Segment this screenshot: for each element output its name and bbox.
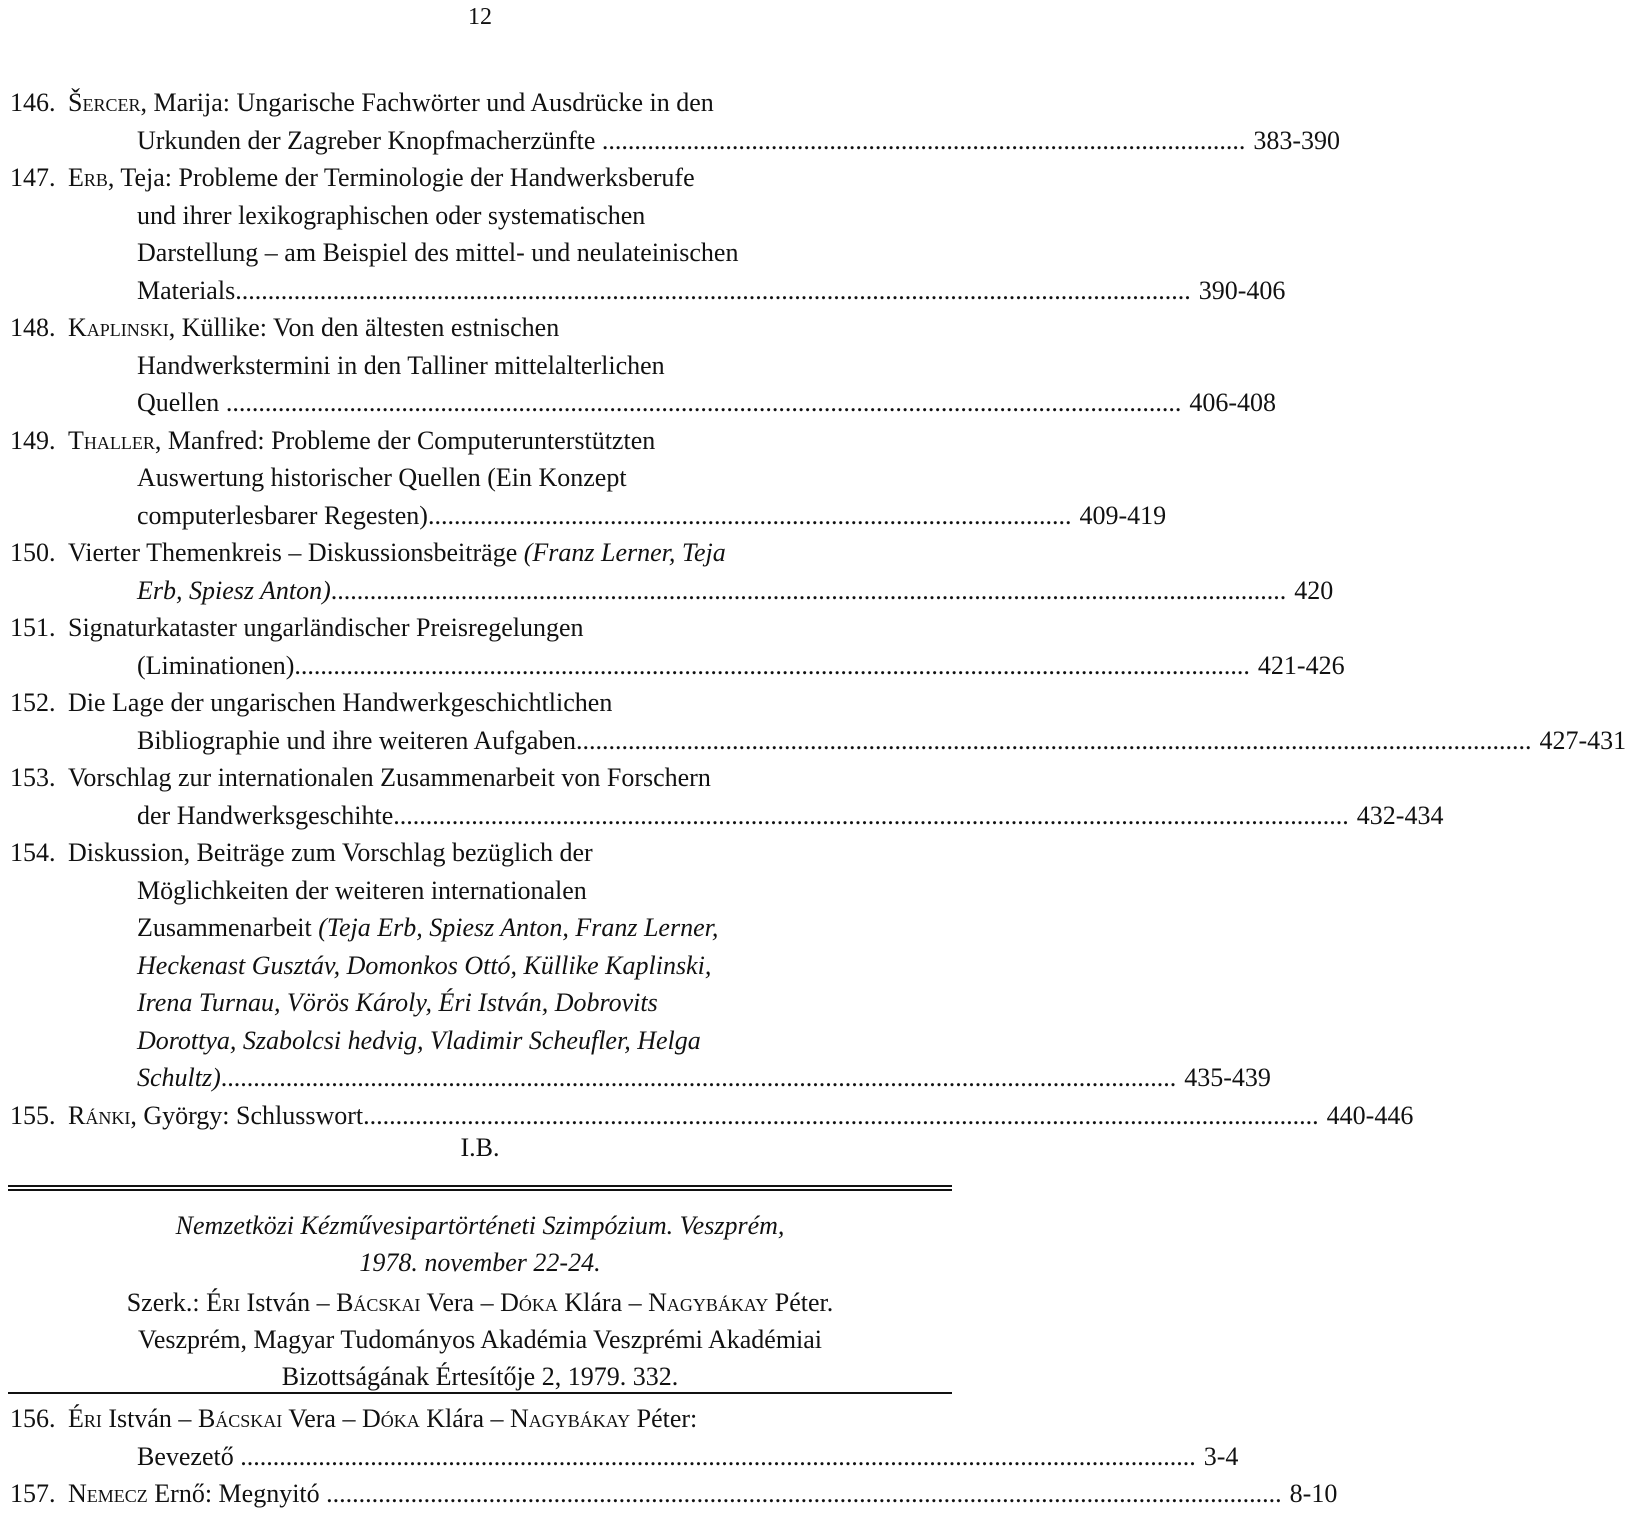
entry-title: , Marija: Ungarische Fachwörter und Ausdrücke in den [140, 88, 714, 117]
entry-number: 148. [10, 313, 56, 342]
entry-title: Vierter Themenkreis – Diskussionsbeiträge [68, 538, 524, 567]
entry-number: 146. [10, 88, 56, 117]
entry-title-end: Materials [137, 275, 236, 305]
entry-title: , Teja: Probleme der Terminologie der Handwerksberufe [107, 163, 695, 192]
divider [8, 1392, 952, 1394]
entry-pages: 421-426 [1257, 650, 1345, 680]
entry-title: , Manfred: Probleme der Computerunterstützten [154, 425, 656, 455]
entry-title-line: Handwerkstermini in den Talliner mittelalterlichen [137, 350, 665, 380]
entry-participants: (Teja Erb, Spiesz Anton, Franz Lerner, [318, 913, 719, 942]
section-heading: I.B. [460, 1133, 500, 1162]
entry-pages: 383-390 [1253, 125, 1341, 155]
entry-participants-end: Schultz) [137, 1063, 221, 1092]
toc-entry-156: 156. Éri István – Bácskai Vera – Dóka Klára – Nagybákay Péter: Bevezető ................................................................................................................................................... 3-4 [0, 1400, 960, 1475]
entry-number: 149. [10, 425, 56, 455]
entry-pages: 409-419 [1079, 500, 1167, 530]
entry-title: Vorschlag zur internationalen Zusammenarbeit von Forschern [68, 763, 711, 792]
entry-title-end: computerlesbarer Regesten) [137, 500, 428, 530]
toc-entry-147 [0, 159, 1286, 309]
entry-title-end: Urkunden der Zagreber Knopfmacherzünfte [137, 125, 596, 155]
entry-number: 155. [10, 1100, 56, 1130]
leader-dots: ................................................................................................................................................... [575, 725, 1532, 755]
toc-entry-149 [0, 422, 1167, 535]
leader-dots: ................................................................................................................................................... [330, 575, 1287, 605]
toc-entry-150 [0, 534, 1334, 609]
entry-number: 157. [10, 1479, 56, 1508]
entry-pages: 420 [1294, 575, 1334, 605]
double-divider [8, 1185, 952, 1191]
entry-participants-end: Erb, Spiesz Anton) [137, 575, 331, 605]
leader-dots: ................................................................................................................................................... [319, 1479, 1282, 1508]
table-of-contents [0, 84, 1626, 1134]
entry-author: Šercer [68, 88, 141, 117]
toc-entry-153 [0, 759, 1444, 834]
leader-dots: ................................................................................................................................................... [233, 1441, 1196, 1471]
leader-dots: ................................................................................................................................................... [363, 1100, 1319, 1130]
entry-title: Diskussion, Beiträge zum Vorschlag bezüglich der [68, 838, 593, 867]
entry-pages: 432-434 [1356, 800, 1444, 830]
toc-entry-154 [0, 834, 1271, 1097]
entry-title: Die Lage der ungarischen Handwerkgeschichtlichen [68, 688, 613, 717]
toc-entry-151 [0, 609, 1345, 684]
leader-dots: ................................................................................................... [427, 500, 1072, 530]
entry-author: Kaplinski [68, 313, 169, 342]
leader-dots: ................................................................................................... [595, 125, 1246, 155]
entry-pages: 390-406 [1198, 275, 1286, 305]
entry-title-end: (Liminationen) [137, 650, 295, 680]
section-publisher: Veszprém, Magyar Tudományos Akadémia Veszprémi Akadémiai [137, 1325, 823, 1354]
leader-dots: ................................................................................................................................................... [220, 1063, 1177, 1092]
section-title: Nemzetközi Kézművesipartörténeti Szimpózium. Veszprém, [175, 1211, 785, 1240]
entry-participants: Dorottya, Szabolcsi hedvig, Vladimir Scheufler, Helga [137, 1025, 701, 1055]
section-editors: Szerk.: Éri István – Bácskai Vera – Dóka Klára – Nagybákay Péter. [126, 1288, 834, 1317]
leader-dots: ................................................................................................................................................... [219, 388, 1182, 417]
toc-entry-152 [0, 684, 1626, 759]
entry-pages: 427-431 [1539, 725, 1626, 755]
section-title-date: 1978. november 22-24. [359, 1248, 601, 1277]
entry-title-end: der Handwerksgeschihte [137, 800, 394, 830]
entry-title: , Küllike: Von den ältesten estnischen [168, 313, 560, 342]
table-of-contents-2 [0, 1400, 1338, 1513]
entry-number: 154. [10, 838, 56, 867]
leader-dots: ................................................................................................................................................... [393, 800, 1349, 830]
toc-entry-148 [0, 309, 1276, 422]
entry-author: Ránki [68, 1100, 131, 1130]
entry-title-end: Bibliographie und ihre weiteren Aufgaben [137, 725, 576, 755]
entry-title-end: Quellen [137, 388, 220, 417]
leader-dots: ................................................................................................................................................... [294, 650, 1250, 680]
page-number: 12 [468, 4, 492, 30]
entry-pages: 3-4 [1203, 1441, 1239, 1471]
entry-author: Thaller [68, 425, 155, 455]
entry-number: 150. [10, 538, 56, 567]
entry-title-line: und ihrer lexikographischen oder systematischen [137, 200, 646, 230]
toc-entry-146 [0, 84, 1341, 159]
entry-number: 153. [10, 763, 56, 792]
entry-title: Signaturkataster ungarländischer Preisregelungen [68, 613, 584, 642]
entry-pages: 406-408 [1189, 388, 1276, 417]
toc-entry-155 [0, 1097, 1414, 1135]
entry-number: 156. [10, 1404, 56, 1433]
entry-title-line: Auswertung historischer Quellen (Ein Konzept [137, 463, 627, 492]
entry-title: , György: Schlusswort [130, 1100, 364, 1130]
entry-author: Nemecz [68, 1479, 148, 1508]
entry-title-line: Darstellung – am Beispiel des mittel- und neulateinischen [137, 238, 739, 267]
entry-number: 147. [10, 163, 56, 192]
entry-number: 152. [10, 688, 56, 717]
entry-pages: 440-446 [1326, 1100, 1414, 1130]
entry-participants: Heckenast Gusztáv, Domonkos Ottó, Küllike Kaplinski, [137, 950, 712, 980]
section-publisher-line2: Bizottságának Értesítője 2, 1979. 332. [281, 1362, 679, 1391]
entry-number: 151. [10, 613, 56, 642]
entry-title-end: Bevezető [137, 1441, 234, 1471]
entry-pages: 8-10 [1289, 1479, 1338, 1508]
toc-entry-157 [0, 1475, 1338, 1513]
entry-participants: Irena Turnau, Vörös Károly, Éri István, Dobrovits [137, 988, 658, 1017]
entry-title-line: Zusammenarbeit [137, 913, 319, 942]
entry-title: Ernő: Megnyitó [147, 1479, 320, 1508]
entry-pages: 435-439 [1184, 1063, 1271, 1092]
entry-title-line: Möglichkeiten der weiteren internationalen [137, 875, 587, 905]
leader-dots: ................................................................................................................................................... [235, 275, 1191, 305]
entry-participants: (Franz Lerner, Teja [523, 538, 726, 567]
entry-author: Erb [68, 163, 108, 192]
